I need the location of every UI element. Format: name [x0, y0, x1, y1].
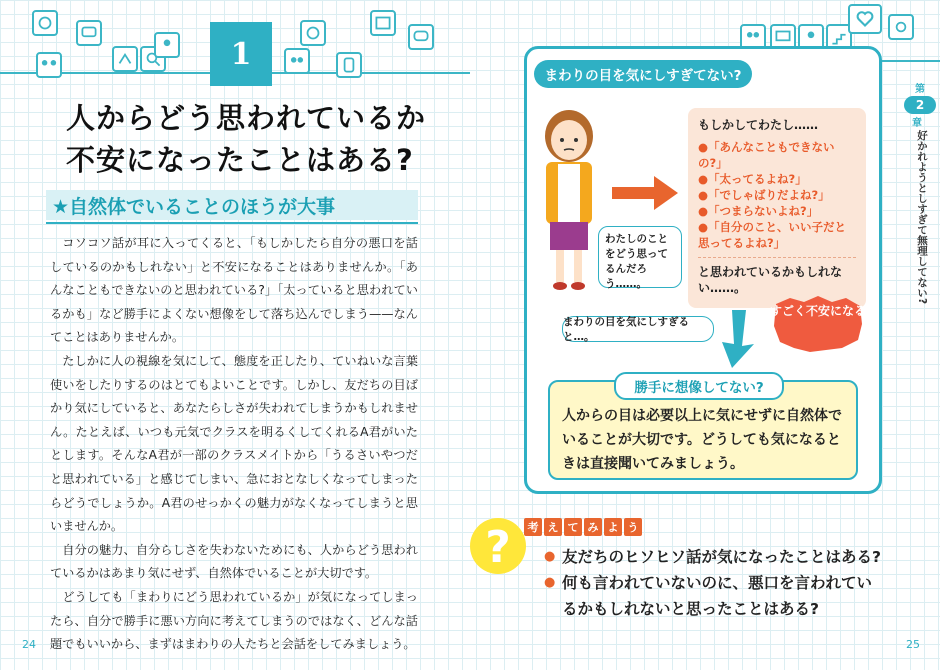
girl-illustration — [534, 104, 604, 294]
quote-intro: もしかしてわたし…… — [698, 118, 819, 132]
worry-quote: ●「あんなこともできないの?」 — [698, 140, 835, 170]
think-question: ● 何も言われていないのに、悪口を言われているかもしれないと思ったことはある? — [544, 570, 884, 622]
body-text — [50, 232, 418, 657]
book-icon — [370, 10, 396, 36]
think-label-char: 考 — [524, 518, 542, 536]
body-paragraph: コソコソ話が耳に入ってくると、「もしかしたら自分の悪口を話しているのかもしれない」と不安になることはありませんか。「あんなこともできないのと思われている?」「太っていると思われているかも」など勝手によくない想像をして落ち込んでしまう——なんてことはありませんか。 — [50, 236, 418, 345]
phone-icon — [336, 52, 362, 78]
anxiety-burst-text: すごく不安になる — [770, 304, 867, 318]
svg-text:?: ? — [485, 522, 511, 573]
worry-quote: ●「太ってるよね?」 — [698, 172, 807, 186]
think-label — [524, 518, 642, 536]
advice-box: 人からの目は必要以上に気にせずに自然体でいることが大切です。どうしても気になるときは直接聞いてみましょう。 — [548, 380, 858, 480]
chat-bubble-icon — [408, 24, 434, 50]
chat-icon — [76, 20, 102, 46]
question-mark-icon — [468, 512, 528, 580]
side-chapter-label: 第 — [915, 84, 925, 95]
body-paragraph: 自分の魅力、自分らしさを失わないためにも、人からどう思われているかはあまり気にせず、自然体でいることが大切です。 — [50, 542, 418, 581]
body-paragraph: どうしても「まわりにどう思われているか」が気になってしまったら、自分で勝手に悪い方向に考えてしまうのではなく、どんな話題でもいいから、まずはまわりの人たちと会話をしてみましょう。 — [50, 589, 418, 652]
worry-quote: ●「つまらないよね?」 — [698, 204, 819, 218]
think-label-char: う — [624, 518, 642, 536]
right-arrow-icon — [612, 176, 678, 210]
worry-quote-box — [688, 108, 866, 308]
group-icon — [154, 32, 180, 58]
advice-heading: 勝手に想像してない? — [614, 372, 784, 400]
small-speech-bubble: まわりの目を気にしすぎると…。 — [562, 316, 714, 342]
handshake-icon — [32, 10, 58, 36]
page-number-right: 25 — [906, 638, 920, 651]
section-subheading: ★自然体でいることのほうが大事 — [46, 190, 418, 220]
think-label-char: て — [564, 518, 582, 536]
side-chapter-number: 2 — [904, 96, 936, 114]
think-label-char: よ — [604, 518, 622, 536]
thought-bubble: わたしのことをどう思ってるんだろう……。 — [598, 226, 682, 288]
hands-icon — [112, 46, 138, 72]
think-label-char: み — [584, 518, 602, 536]
friends-icon — [284, 48, 310, 74]
down-arrow-icon — [718, 310, 758, 368]
worry-quote: ●「自分のこと、いい子だと思ってるよね?」 — [698, 220, 847, 250]
heart-hands-icon — [848, 4, 882, 34]
panel-heading: まわりの目を気にしすぎてない? — [534, 60, 752, 88]
subheading-underline — [46, 222, 418, 224]
page-title-line-1: 人からどう思われているか — [66, 101, 427, 135]
chapter-number-badge: 1 — [210, 22, 272, 86]
quote-outro: と思われているかもしれない……。 — [698, 257, 856, 296]
think-label-char: え — [544, 518, 562, 536]
think-question: ● 友だちのヒソヒソ話が気になったことはある? — [544, 544, 884, 570]
meeting-icon — [888, 14, 914, 40]
smile-icon — [300, 20, 326, 46]
page-number-left: 24 — [22, 638, 36, 651]
worry-quote: ●「でしゃばりだよね?」 — [698, 188, 830, 202]
body-paragraph: たしかに人の視線を気にして、態度を正したり、ていねいな言葉使いをしたりするのはとてもよいことです。しかし、友だちの目ばかり気にしていると、あなたらしさが失われてしまうかもしれません。たとえば、いつも元気でクラスを明るくしてくれるA君がいたとします。そんなA君が一部のクラスメイトから「うるさいやつだと思われている」と感じてしまい、急におとなしくなってしまったらどうでしょうか。A君のせっかくの魅力がなくなってしまうと思いませんか。 — [50, 353, 418, 534]
side-chapter-suffix: 章 — [912, 118, 922, 129]
people-icon — [36, 52, 62, 78]
page-title-line-2: 不安になったことはある? — [66, 143, 414, 177]
side-chapter-title: 好かれようとしすぎて無理してない? — [916, 130, 928, 305]
think-question-list — [544, 544, 884, 622]
